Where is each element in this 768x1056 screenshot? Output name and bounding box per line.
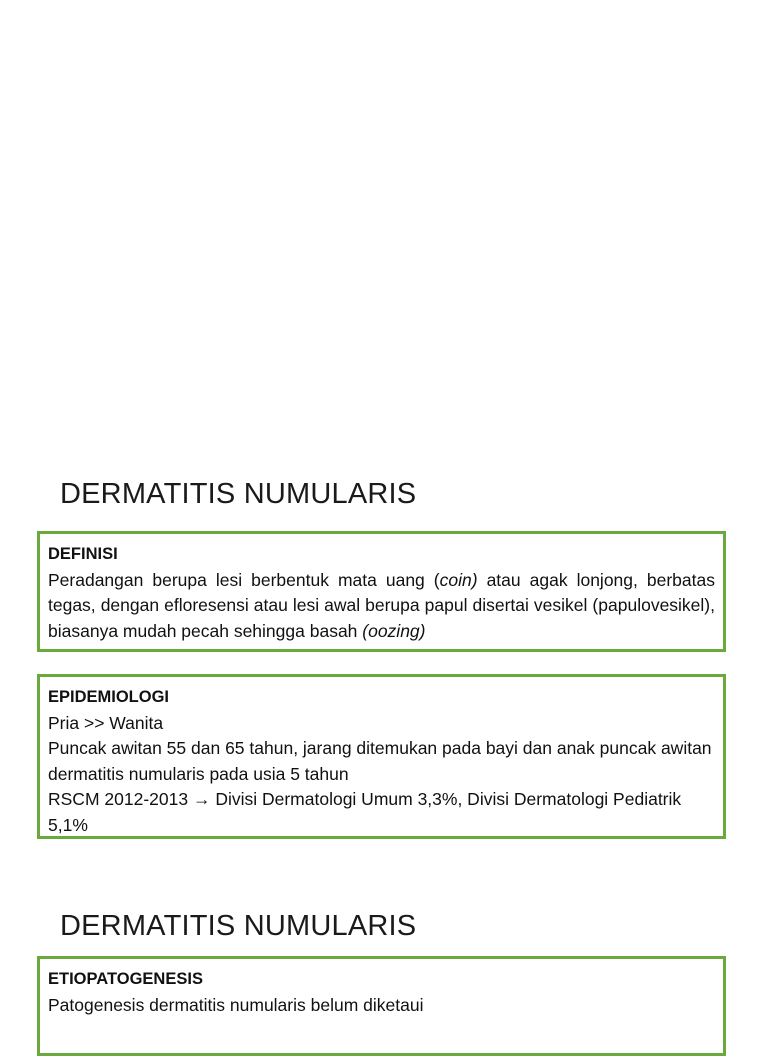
definisi-text-a: Peradangan berupa lesi berbentuk mata uang ( <box>48 569 440 590</box>
definisi-text <box>48 568 715 645</box>
arrow-right-icon: → <box>192 789 211 809</box>
definisi-heading: DEFINISI <box>48 545 118 563</box>
etiopatogenesis-box <box>37 956 726 1056</box>
etiopatogenesis-line1: Patogenesis dermatitis numularis belum diketaui <box>48 994 424 1015</box>
etiopatogenesis-heading: ETIOPATOGENESIS <box>48 970 203 988</box>
epidemiologi-line3-a: RSCM 2012-2013 <box>48 789 189 809</box>
epidemiologi-line3-b: Divisi Dermatologi Umum 3,3%, Divisi Dermatologi Pediatrik 5,1% <box>48 789 682 835</box>
epidemiologi-line2: Puncak awitan 55 dan 65 tahun, jarang ditemukan pada bayi dan anak puncak awitan dermatitis numularis pada usia 5 tahun <box>48 738 712 784</box>
definisi-oozing: (oozing) <box>362 620 426 641</box>
epidemiologi-box <box>37 674 726 839</box>
definisi-coin: coin) <box>439 569 478 590</box>
epidemiologi-heading: EPIDEMIOLOGI <box>48 688 170 706</box>
epidemiologi-line1: Pria >> Wanita <box>48 712 164 733</box>
epidemiologi-line3 <box>48 787 715 838</box>
definisi-text-b: atau agak lonjong, berbatas tegas, dengan efloresensi atau lesi awal berupa papul disertai vesikel (papulovesikel), biasanya mudah pecah sehingga basah <box>48 569 715 641</box>
slide2-title: DERMATITIS NUMULARIS <box>60 910 417 942</box>
definisi-box <box>37 531 726 652</box>
slide1-title: DERMATITIS NUMULARIS <box>60 478 417 510</box>
